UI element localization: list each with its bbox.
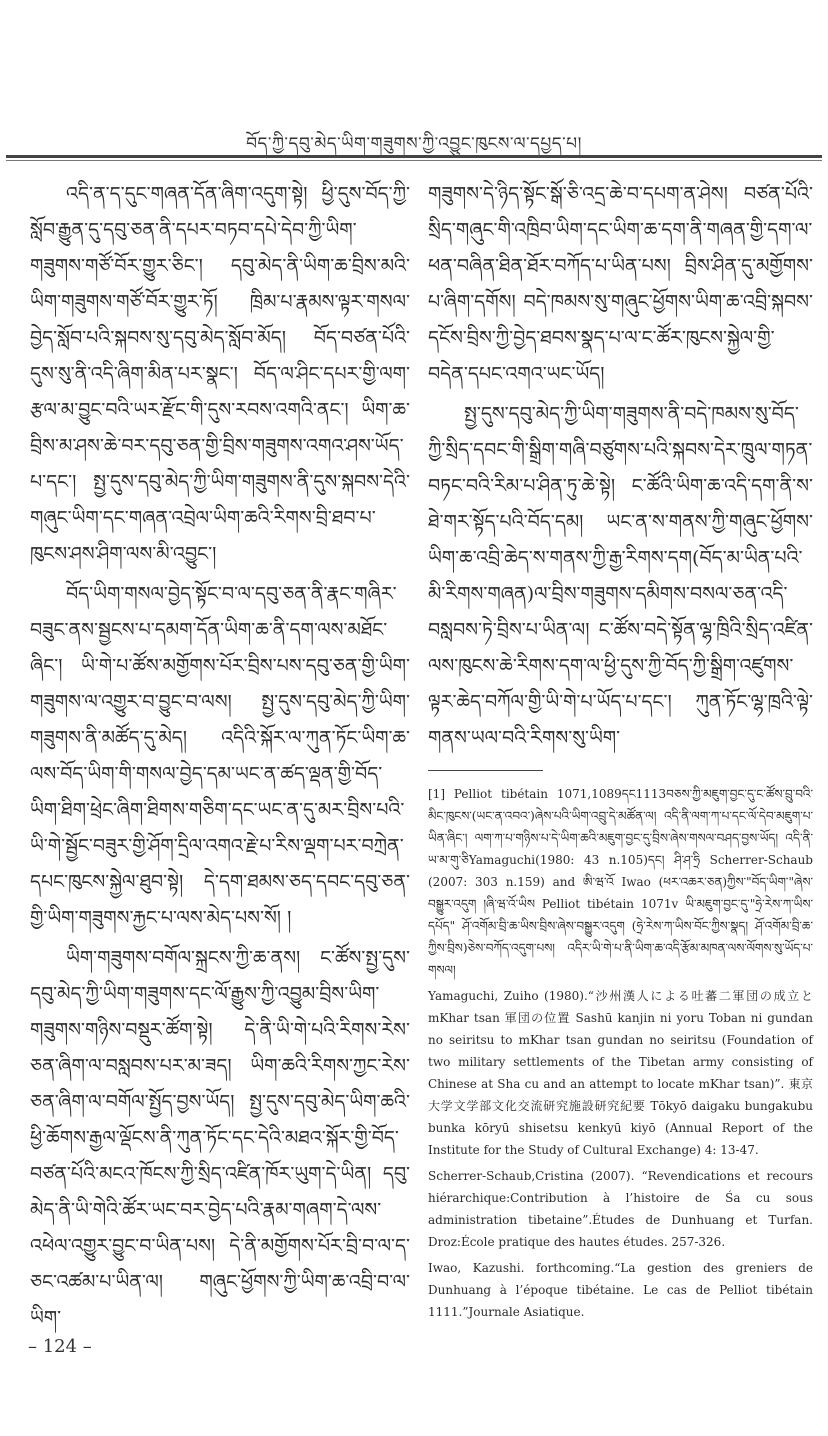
right-column [428,176,813,1323]
left-column [30,176,410,1336]
paragraph: སྤྱ་དུས་དབུ་མེད་ཀྱི་ཡིག་གཟུགས་ནི་བདེ་ཁམས་སུ་བོད་ཀྱི་སྲིད་དབང་གི་སྒྲིག་གཞི་བཙུགས་པའི་སྐབས་དེར་ཁྲུལ་གཏན་བཏང་བའི་རིམ་པ་ཤིན་ཏུ་ཆེ་སྟེ། ང་ཚོའི་ཡིག་ཆ་འདི་དག་ནི་ས་ཐེ་གར་སྟོད་པའི་བོད་དམ། ཡང་ན་ས་གནས་ཀྱི་གཞུང་ཕྱོགས་ཡིག་ཆ་འབྲི་ཆེད་ས་གནས་ཀྱི་རྒྱ་རིགས་དག(བོད་མ་ཡིན་པའི་མི་རིགས་གཞན)ལ་བྲིས་གཟུགས་དམིགས་བསལ་ཅན་འདི་བསླབས་ཏེ་བྲིས་པ་ཡིན་ལ། ང་ཚོས་བདེ་སྟོན་ལྷ་ཁྲིའི་སྲིད་འཛིན་ལས་ཁུངས་ཆེ་རིགས་དག་ལ་ཕྱི་དུས་ཀྱི་བོད་ཀྱི་སྒྲིག་འཛུགས་ལྟར་ཆེད་བཀོལ་གྱི་ཡི་གེ་པ་ཡོད་པ་དང་། ཀུན་ཏོང་ལྷ་ཁྲའི་ལྟེ་གནས་ཡལ་བའི་རིགས་སུ་ཡིག་ [428,403,813,749]
page-number: – 124 – [28,1336,92,1357]
paragraph: ཡིག་གཟུགས་བགོལ་སྐྲངས་ཀྱི་ཆ་ནས། ང་ཚོས་སྤྱ་དུས་དབུ་མེད་ཀྱི་ཡིག་གཟུགས་དང་ལོ་རྒྱུས་ཀྱི་འབྱུམ་བྲིས་ཡིག་གཟུགས་གཉིས་བསྡུར་ཚོག་སྟེ། དེ་ནི་ཡི་གེ་པའི་རིགས་རེས་ཅན་ཞིག་ལ་བསླབས་པར་མ་ཟད། ཡིག་ཆའི་རིགས་ཀྱང་རེས་ཅན་ཞིག་ལ་བགོལ་སྤྱོད་བྱས་ཡོད། སྤྱ་དུས་དབུ་མེད་ཡིག་ཆའི་ཕྱི་ཆོགས་རྒྱལ་ལྡོངས་ནི་ཀུན་ཏོང་དང་དེའི་མཐའ་སྐོར་གྱི་བོད་བཙན་པོའི་མངའ་ཁོངས་ཀྱི་སྲིད་འཛིན་ཁོར་ཡུག་དེ་ཡིན། དབུ་མེད་ནི་ཡི་གེའི་ཚོར་ཡང་བར་བྱེད་པའི་རྣམ་གཞག་དེ་ལས་འཕེལ་འགྱུར་བྱུང་བ་ཡིན་པས། དེ་ནི་མགྱོགས་པོར་བྲི་བ་ལ་ད་ཅང་འཚམ་པ་ཡིན་ལ། གཞུང་ཕྱོགས་ཀྱི་ཡིག་ཆ་འབྲི་བ་ལ་ཡིག་ [30,947,410,1329]
reference-scherrer-schaub: Scherrer-Schaub,Cristina (2007). “Revendications et recours hiérarchique:Contribution à l’histoire de Śa cu sous administration tibetaine”.Études de Dunhuang et Turfan. Droz:École pratique des hautes études. 257-326. [428,1169,813,1249]
header-rule [6,155,822,158]
paragraph: འདི་ན་ད་དུང་གཞན་དོན་ཞིག་འདུག་སྟེ། ཕྱི་དུས་བོད་ཀྱི་སློབ་རྒྱུན་དུ་དབུ་ཅན་ནི་དཔར་བཏབ་དཔེ་དེབ་ཀྱི་ཡིག་གཟུགས་གཙོ་བོར་གྱུར་ཅིང་། དབུ་མེད་ནི་ཡིག་ཆ་བྲིས་མའི་ཡིག་གཟུགས་གཙོ་བོར་གྱུར་ཏོ། ཁྲིམ་པ་རྣམས་ལྟར་གསལ་བྱེད་སློབ་པའི་སྐབས་སུ་དབུ་མེད་སློབ་མོད། བོད་བཙན་པོའི་དུས་སུ་ནི་འདི་ཞིག་མིན་པར་སྣང་། བོད་ལ་ཤིང་དཔར་གྱི་ལག་རྩལ་མ་བྱུང་བའི་ཡར་རྫོང་གི་དུས་རབས་འགའི་ནང་། ཡིག་ཆ་བྲིས་མ་ཤས་ཆེ་བར་དབུ་ཅན་གྱི་བྲིས་གཟུགས་འགའ་ཤས་ཡོད་པ་དང་། སྤྱ་དུས་དབུ་མེད་ཀྱི་ཡིག་གཟུགས་ནི་དུས་སྐབས་དེའི་གཞུང་ཡིག་དང་གཞན་འབྲེལ་ཡིག་ཆའི་རིགས་བྲི་ཐབ་པ་ཁུངས་ཤས་ཤིག་ལས་མི་འབྱུང་། [30,183,410,565]
reference-yamaguchi: Yamaguchi, Zuiho (1980).“沙州漢人による吐蕃二軍団の成立と mKhar tsan 軍団の位置 Sashū kanjin ni yoru Toban ni gundan no seiritsu to mKhar tsan gundan no seiritsu (Foundation of two military settlements of the Tibetan army consisting of Chinese at Sha cu and an attempt to locate mKhar tsan)”. 東京大学文学部文化交流研究施設研究紀要 Tōkyō daigaku bungakubu bunka kōryū shisetsu kenkyū kiyō (Annual Report of the Institute for the Study of Cultural Exchange) 4: 13-47. [428,989,813,1157]
paragraph: གཟུགས་དེ་ཉིད་སྟོང་སྒོ་ཅི་འདྲ་ཆེ་བ་དཔག་ན་ཤེས། བཙན་པོའི་སྲིད་གཞུང་གི་འཁྲིབ་ཡིག་དང་ཡིག་ཆ་དག་ནི་གཞན་གྱི་དག་ལ་ཕན་བཞིན་ཐིན་ཐོར་བཀོད་པ་ཡིན་པས། བྲིས་ཤིན་དུ་མགྱོགས་པ་ཞིག་དགོས། བདེ་ཁམས་སུ་གཞུང་ཕྱོགས་ཡིག་ཆ་འབྲི་སྐབས་དངོས་བྲིས་ཀྱི་བྱེད་ཐབས་སྣད་པ་ལ་ང་ཚོར་ཁུངས་སྐྱེལ་གྱི་བདེན་དཔང་འགའ་ཡང་ཡོད། [428,183,813,385]
reference-iwao: Iwao, Kazushi. forthcoming.“La gestion des greniers de Dunhuang à l’époque tibétaine. Le cas de Pelliot tibétain 1111.”Journale Asiatique. [428,1261,813,1319]
footnote-rule [428,770,543,771]
footnote-1: [1] Pelliot tibétain 1071,1089དང1113བཅས་ཀྱི་མཇུག་བྱང་དུ་ང་ཚོས་བྲུ་བའི་མིང་ཁུངས་(ཡང་ན་འབའ་)ཞེས་པའི་ཡིག་འབྲུ་དེ་མཚོན་ལ། འདི་ནི་ལག་ཀ་པ་དང་ལོ་དེབ་མཇུག་པ་ཡིན་ཞིང་། ལག་ཀ་པ་གཉིས་པ་དེ་ཡིག་ཆའི་མཇུག་བྱང་དུ་བྲིས་ཞེས་གསལ་བཤད་བྱས་ཡོད། འདི་ནི་ཡ་མ་གུ་ཅིYamaguchi(1980: 43 n.105)དང། ཤི་ཤ་ཧྲི Scherrer-Schaub (2007: 303 n.159) and ཨི་ཝ་འོ Iwao (ཕར་འཆར་ཅན)ཀྱིས་"བོད་ཡིག་"ཞེས་བསྒྱུར་འདུག །ཞི་ཝ་འོ་ཡིས Pelliot tibétain 1071v ཡི་མཇུག་བྱང་དུ་"ཧྲེ་རེས་ཀ་ཡིས་དཔོད" ཤོ་འགོམ་བྲི་ཆ་ཡིས་བྲིས་ཞེས་བསྒྱུར་འདུག (ཧྲེ་རེས་ཀ་ཡིས་བོང་ཀྱིས་སྣད། ཤོ་འགོམ་བྲི་ཆ་ཀྱིས་བྲིས)ཅེས་བཀོད་འདུག་པས། འདིར་ཡི་གེ་པ་ནི་ཡིག་ཆ་འདི་རྩོམ་མཁན་ལས་ལོགས་སུ་ཡོད་པ་གསལ། [428,787,813,977]
running-title: བོད་ཀྱི་དབུ་མེད་ཡིག་གཟུགས་ཀྱི་འབྱུང་ཁུངས་ལ་དཔྱད་པ། [246,134,582,154]
footnotes [428,783,813,1323]
paragraph: བོད་ཡིག་གསལ་བྱེད་སྟོང་བ་ལ་དབུ་ཅན་ནི་རྣང་གཞིར་བཟུང་ནས་སྦྱངས་པ་དམག་དོན་ཡིག་ཆ་ནི་དག་ལས་མཐོང་ཞིང་། ཡི་གེ་པ་ཚོས་མགྱོགས་པོར་བྲིས་པས་དབུ་ཅན་གྱི་ཡིག་གཟུགས་ལ་འགྱུར་བ་བྱུང་བ་ལས། སྤྱ་དུས་དབུ་མེད་ཀྱི་ཡིག་གཟུགས་ནི་མཚོད་དུ་མེད། འདིའི་སྐོར་ལ་ཀུན་ཏོང་ཡིག་ཆ་ལས་བོད་ཡིག་གི་གསལ་བྱེད་དམ་ཡང་ན་ཚད་ལྡན་གྱི་བོད་ཡིག་ཐིག་ཕྲེང་ཞིག་ཐིགས་གཅིག་དང་ཡང་ན་དུ་མར་བྲིས་པའི་ཡི་གེ་སྦྱོང་བཟུར་གྱི་ཤོག་དྲིལ་འགའ་རྗེ་པ་རིས་ལྡག་པར་བཀྲེན་དཔང་ཁུངས་སྐྱེལ་ཐུབ་སྟེ། དེ་དག་ཐམས་ཅད་དབང་དབུ་ཅན་གྱི་ཡིག་གཟུགས་རྐྱང་པ་ལས་མེད་པས་སོ། ། [30,583,410,929]
